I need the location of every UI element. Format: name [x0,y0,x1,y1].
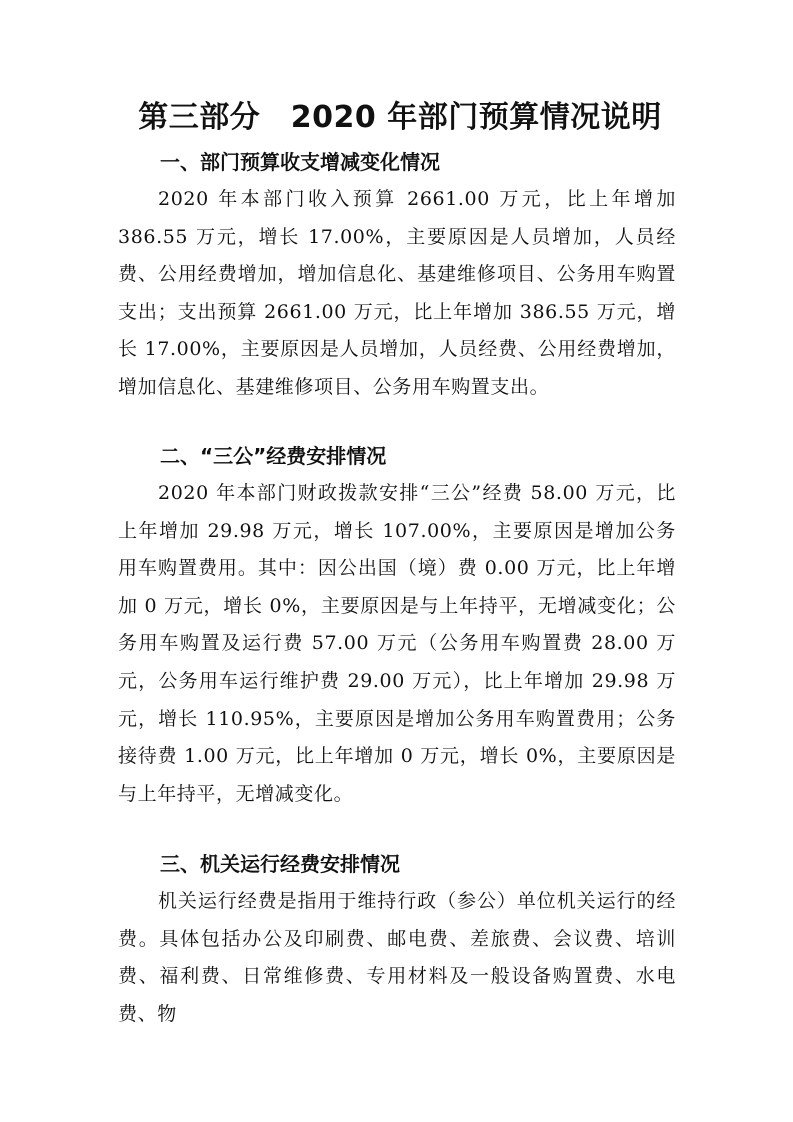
section-body-operating-expenses: 机关运行经费是指用于维持行政（参公）单位机关运行的经费。具体包括办公及印刷费、邮电费、差旅费、会议费、培训费、福利费、日常维修费、专用材料及一般设备购置费、水电费、物 [118,890,676,1025]
section-body-budget-changes: 2020 年本部门收入预算 2661.00 万元，比上年增加 386.55 万元，增长 17.00%，主要原因是人员增加，人员经费、公用经费增加，增加信息化、基建维修项目、公务用车购置支出；支出预算 2661.00 万元，比上年增加 386.55 万元，增长 17.00%，主要原因是人员增加，人员经费、公用经费增加，增加信息化、基建维修项目、公务用车购置支出。 [118,188,676,398]
section-heading-operating-expenses: 三、机关运行经费安排情况 [160,852,400,876]
section-heading-three-public-expenses: 二、“三公”经费安排情况 [160,444,387,468]
section-heading-budget-changes: 一、部门预算收支增减变化情况 [160,150,440,174]
page-title: 第三部分 2020 年部门预算情况说明 [138,100,662,135]
section-body-three-public-expenses: 2020 年本部门财政拨款安排“三公”经费 58.00 万元，比上年增加 29.98 万元，增长 107.00%，主要原因是增加公务用车购置费用。其中：因公出国（境）费 0.00 万元，比上年增加 0 万元，增长 0%，主要原因是与上年持平，无增减变化；公务用车购置及运行费 57.00 万元（公务用车购置费 28.00 万元，公务用车运行维护费 29.00 万元），比上年增加 29.98 万元，增长 110.95%，主要原因是增加公务用车购置费用；公务接待费 1.00 万元，比上年增加 0 万元，增长 0%，主要原因是与上年持平，无增减变化。 [118,482,676,805]
